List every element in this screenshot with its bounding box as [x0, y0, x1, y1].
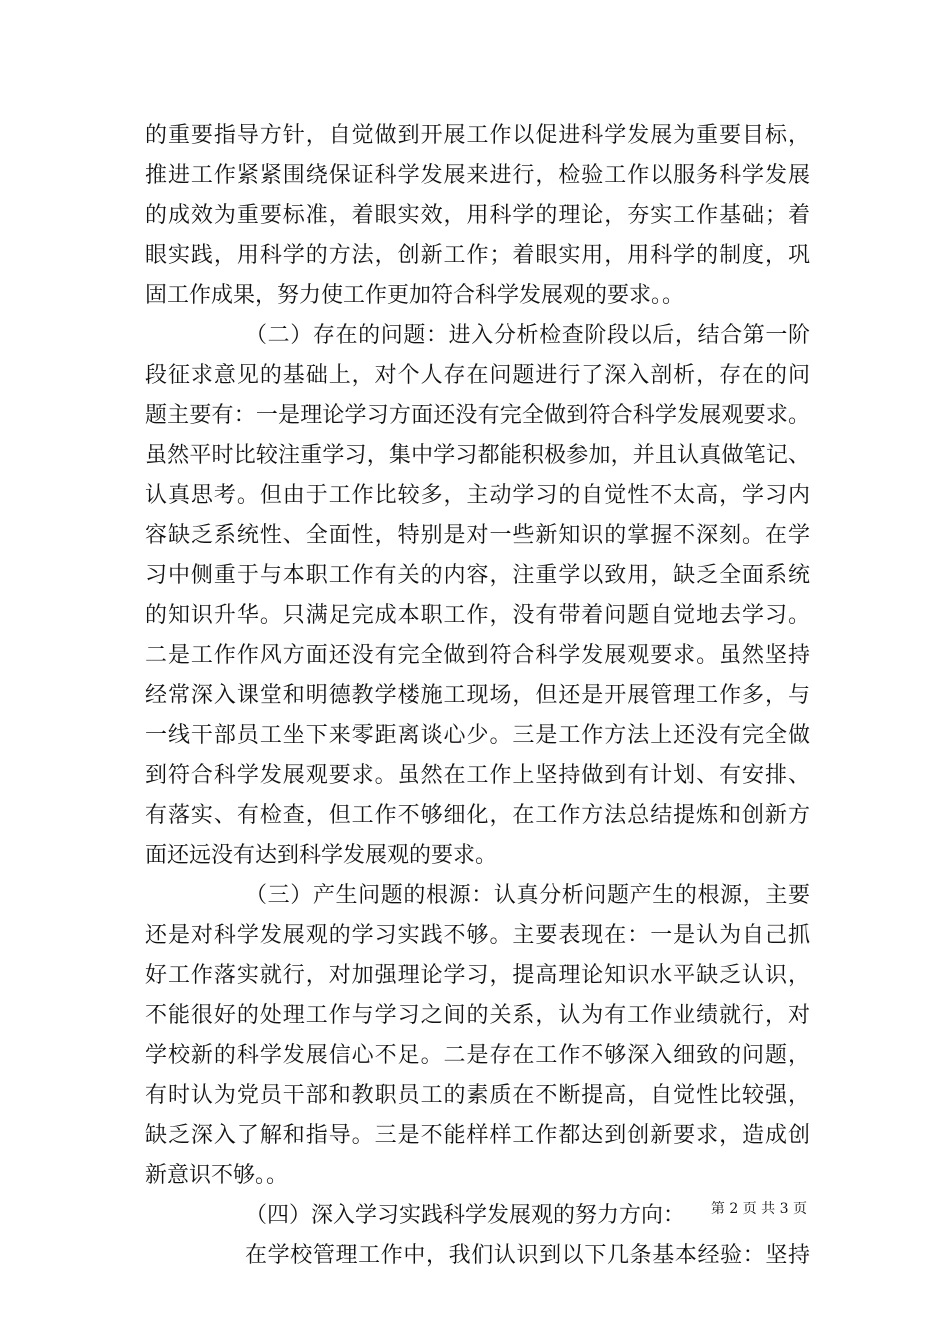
text-line: 经常深入课堂和明德教学楼施工现场，但还是开展管理工作多，与	[145, 683, 810, 708]
text-line: 有时认为党员干部和教职员工的素质在不断提高，自觉性比较强，	[145, 1083, 810, 1108]
page-number-footer: 第 2 页 共 3 页	[710, 1201, 807, 1217]
text-line: （四）深入学习实践科学发展观的努力方向：	[245, 1203, 686, 1228]
text-line: 题主要有：一是理论学习方面还没有完全做到符合科学发展观要求。	[145, 403, 810, 428]
text-line: 认真思考。但由于工作比较多，主动学习的自觉性不太高，学习内	[145, 483, 810, 508]
text-line: 习中侧重于与本职工作有关的内容，注重学以致用，缺乏全面系统	[145, 563, 810, 588]
text-line: 还是对科学发展观的学习实践不够。主要表现在：一是认为自己抓	[145, 923, 810, 948]
document-body	[145, 116, 810, 1276]
text-line: 好工作落实就行，对加强理论学习，提高理论知识水平缺乏认识，	[145, 963, 810, 988]
text-line: 二是工作作风方面还没有完全做到符合科学发展观要求。虽然坚持	[145, 643, 810, 668]
text-line: （二）存在的问题：进入分析检查阶段以后，结合第一阶	[245, 323, 810, 348]
text-line: 的知识升华。只满足完成本职工作，没有带着问题自觉地去学习。	[145, 603, 810, 628]
text-line: 在学校管理工作中，我们认识到以下几条基本经验：坚持	[245, 1243, 810, 1268]
text-line: 缺乏深入了解和指导。三是不能样样工作都达到创新要求，造成创	[145, 1123, 810, 1148]
text-line: 一线干部员工坐下来零距离谈心少。三是工作方法上还没有完全做	[145, 723, 810, 748]
text-line: 推进工作紧紧围绕保证科学发展来进行，检验工作以服务科学发展	[145, 163, 810, 188]
text-line: 眼实践，用科学的方法，创新工作；着眼实用，用科学的制度，巩	[145, 243, 810, 268]
text-line: 的重要指导方针，自觉做到开展工作以促进科学发展为重要目标，	[145, 123, 810, 148]
text-line: 不能很好的处理工作与学习之间的关系，认为有工作业绩就行，对	[145, 1003, 810, 1028]
text-line: 的成效为重要标准，着眼实效，用科学的理论，夯实工作基础；着	[145, 203, 810, 228]
text-line: 段征求意见的基础上，对个人存在问题进行了深入剖析，存在的问	[145, 363, 810, 388]
text-line: 学校新的科学发展信心不足。二是存在工作不够深入细致的问题，	[145, 1043, 810, 1068]
text-line: 面还远没有达到科学发展观的要求。	[145, 843, 498, 868]
text-line: 到符合科学发展观要求。虽然在工作上坚持做到有计划、有安排、	[145, 763, 810, 788]
text-line: 新意识不够。。	[145, 1163, 289, 1188]
text-line: 有落实、有检查，但工作不够细化，在工作方法总结提炼和创新方	[145, 803, 810, 828]
text-line: 容缺乏系统性、全面性，特别是对一些新知识的掌握不深刻。在学	[145, 523, 810, 548]
text-line: 虽然平时比较注重学习，集中学习都能积极参加，并且认真做笔记、	[145, 443, 810, 468]
text-line: 固工作成果，努力使工作更加符合科学发展观的要求。。	[145, 283, 685, 308]
text-line: （三）产生问题的根源：认真分析问题产生的根源，主要	[245, 883, 810, 908]
